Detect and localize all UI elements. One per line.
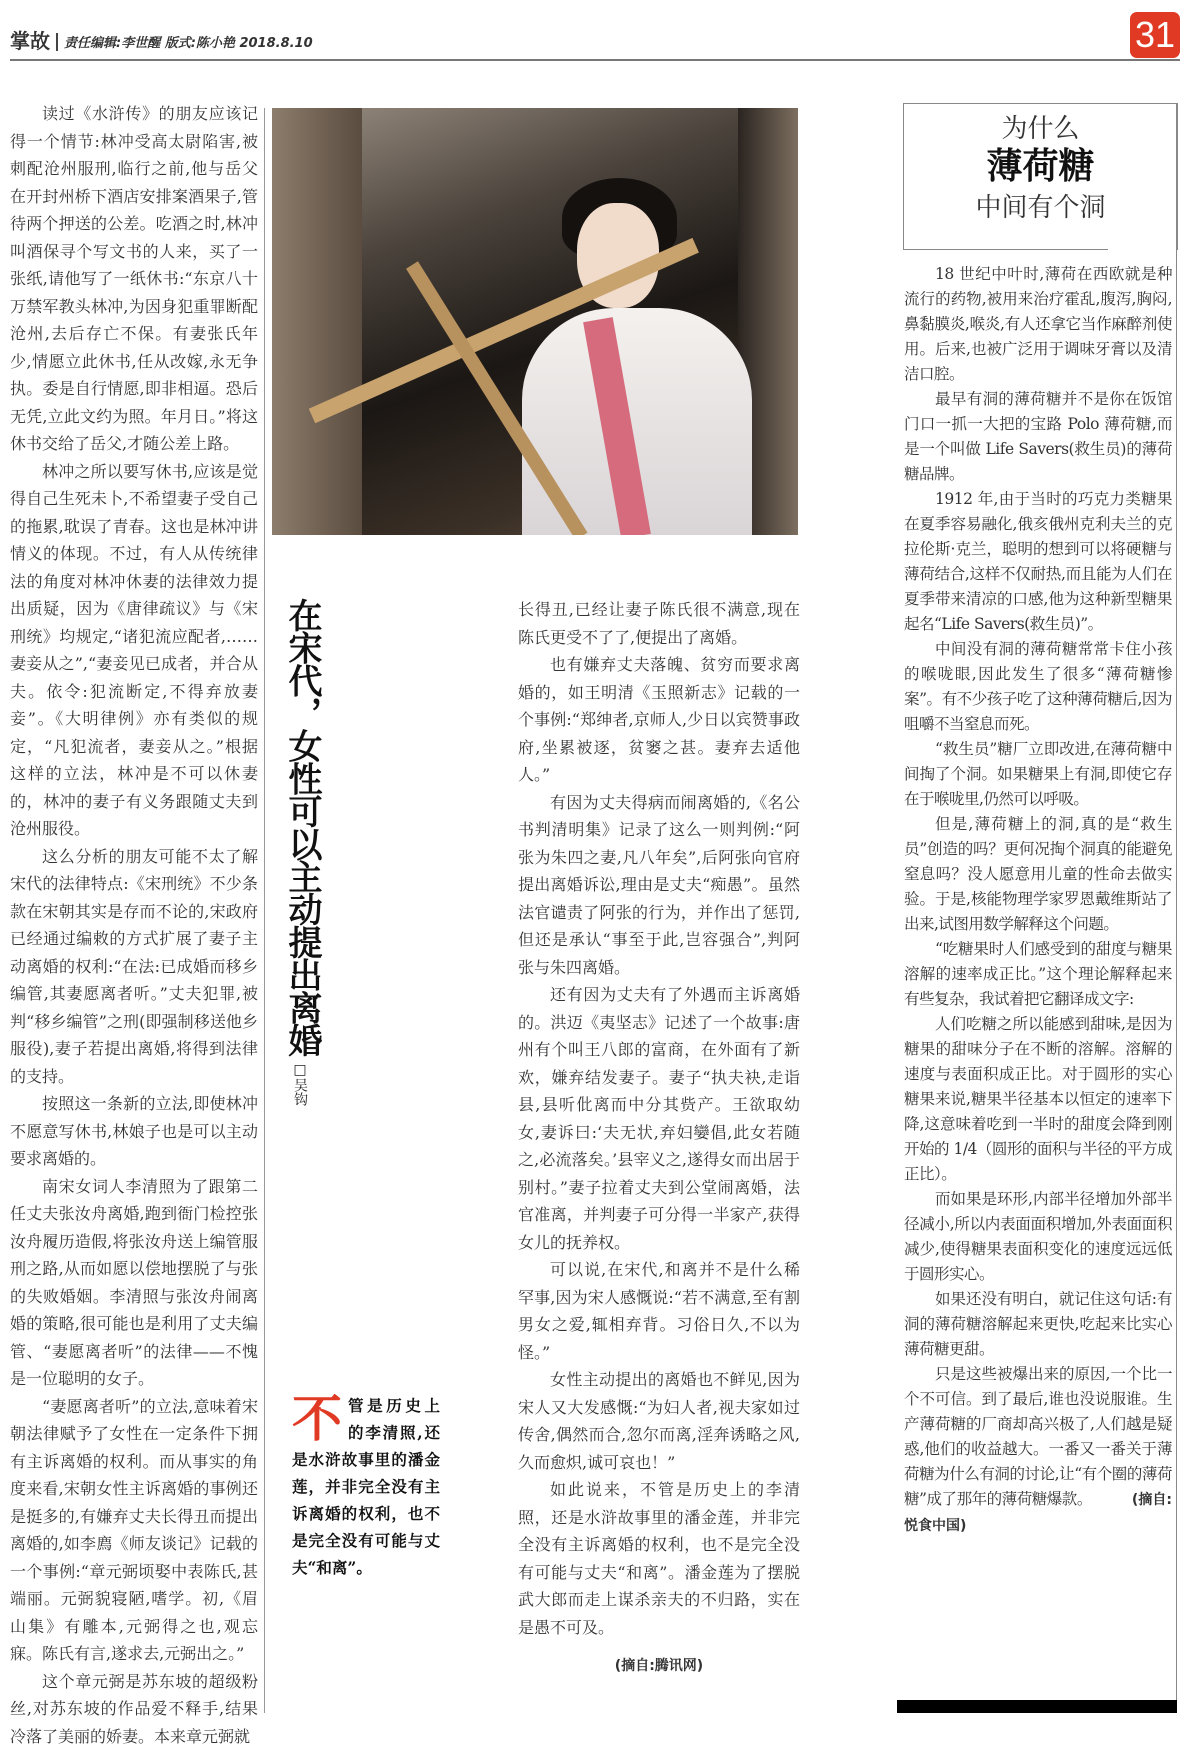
paragraph: “吃糖果时人们感受到的甜度与糖果溶解的速率成正比。”这个理论解释起来有些复杂，我试着把它翻译成文字: (904, 937, 1172, 1012)
paragraph: 读过《水浒传》的朋友应该记得一个情节:林冲受高太尉陷害,被刺配沧州服刑,临行之前,他与岳父在开封州桥下酒店安排案酒果子,管待两个押送的公差。吃酒之时,林冲叫酒保寻个写文书的人来，买了一张纸,请他写了一纸休书:“东京八十万禁军教头林冲,为因身犯重罪断配沧州,去后存亡不保。有妻张氏年少,情愿立此休书,任从改嫁,永无争执。委是自行情愿,即非相逼。恐后无凭,立此文约为照。年月日。”将这休书交给了岳父,才随公差上路。 (10, 100, 258, 458)
sidebar-title-line1: 为什么 (904, 114, 1177, 144)
paragraph: 中间没有洞的薄荷糖常常卡住小孩的喉咙眼,因此发生了很多“薄荷糖惨案”。有不少孩子吃了这种薄荷糖后,因为咀嚼不当窒息而死。 (904, 637, 1172, 737)
window-frame-left (272, 108, 362, 535)
article-author: □吴钩 (292, 1062, 308, 1106)
article-photo (272, 108, 798, 535)
paragraph: 可以说,在宋代,和离并不是什么稀罕事,因为宋人感慨说:“若不满意,至有割男女之爱,辄相弃背。习俗日久,不以为怪。” (518, 1256, 800, 1366)
header-rule (10, 59, 1180, 61)
paragraph: 有因为丈夫得病而闹离婚的,《名公书判清明集》记录了这么一则判例:“阿张为朱四之妻,凡八年矣”,后阿张向官府提出离婚诉讼,理由是丈夫“痴愚”。虽然法官谴责了阿张的行为，并作出了惩罚,但还是承认“事至于此,岂容强合”,判阿张与朱四离婚。 (518, 789, 800, 982)
article-middle-column (518, 596, 800, 1681)
paragraph: “救生员”糖厂立即改进,在薄荷糖中间掏了个洞。如果糖果上有洞,即使它存在于喉咙里,仍然可以呼吸。 (904, 737, 1172, 812)
sidebar-source: (摘自:悦食中国) (904, 1492, 1172, 1534)
article-source: (摘自:腾讯网) (518, 1653, 800, 1681)
paragraph: “妻愿离者听”的立法,意味着宋朝法律赋予了女性在一定条件下拥有主诉离婚的权利。而从事实的角度来看,宋朝女性主诉离婚的事例还是挺多的,有嫌弃丈夫长得丑而提出离婚的,如李廌《师友谈记》记载的一个事例:“章元弼顷娶中表陈氏,甚端丽。元弼貌寝陋,嗜学。初,《眉山集》有雕本,元弼得之也,观忘寐。陈氏有言,遂求去,元弼出之。” (10, 1393, 258, 1668)
paragraph: 最早有洞的薄荷糖并不是你在饭馆门口一抓一大把的宝路 Polo 薄荷糖,而是一个叫做 Life Savers(救生员)的薄荷糖品牌。 (904, 387, 1172, 487)
sidebar-bottom-bar (897, 1700, 1177, 1713)
paragraph: 按照这一条新的立法,即使林冲不愿意写休书,林娘子也是可以主动要求离婚的。 (10, 1090, 258, 1173)
paragraph: 但是,薄荷糖上的洞,真的是“救生员”创造的吗？更何况掏个洞真的能避免窒息吗？没人愿意用儿童的性命去做实验。于是,核能物理学家罗恩戴维斯站了出来,试图用数学解释这个问题。 (904, 812, 1172, 937)
paragraph: 这么分析的朋友可能不太了解宋代的法律特点:《宋刑统》不少条款在宋朝其实是存而不论的,宋政府已经通过编敕的方式扩展了妻子主动离婚的权利:“在法:已成婚而移乡编管,其妻愿离者听。”丈夫犯罪,被判“移乡编管”之刑(即强制移送他乡服役),妻子若提出离婚,将得到法律的支持。 (10, 843, 258, 1091)
column-divider (264, 108, 265, 1713)
paragraph: 女性主动提出的离婚也不鲜见,因为宋人又大发感慨:“为妇人者,视夫家如过传舍,偶然而合,忽尔而离,淫奔诱略之风,久而愈炽,诚可哀也！” (518, 1366, 800, 1476)
sidebar-box-rule (903, 249, 1108, 250)
paragraph: 也有嫌弃丈夫落魄、贫穷而要求离婚的，如王明清《玉照新志》记载的一个事例:“郑绅者,京师人,少日以宾赞事政府,坐累被逐，贫窭之甚。妻弃去适他人。” (518, 651, 800, 789)
sidebar-title-line2: 薄荷糖 (904, 144, 1177, 190)
paragraph: 这个章元弼是苏东坡的超级粉丝,对苏东坡的作品爱不释手,结果冷落了美丽的娇妻。本来章元弼就 (10, 1668, 258, 1750)
drop-cap: 不 (292, 1394, 342, 1444)
header-separator (56, 33, 58, 51)
article-left-column (10, 100, 258, 1750)
header-bar (10, 26, 313, 54)
paragraph: 如果还没有明白，就记住这句话:有洞的薄荷糖溶解起来更快,吃起来比实心薄荷糖更甜。 (904, 1287, 1172, 1362)
sidebar-column (904, 262, 1172, 1539)
paragraph: 而如果是环形,内部半径增加外部半径减小,所以内表面面积增加,外表面面积减少,使得糖果表面积变化的速度远远低于圆形实心。 (904, 1187, 1172, 1287)
pull-quote-text: 管是历史上的李清照,还是水浒故事里的潘金莲，并非完全没有主诉离婚的权利，也不是完全没有可能与丈夫“和离”。 (292, 1396, 440, 1577)
paragraph-text: 只是这些被爆出来的原因,一个比一个不可信。到了最后,谁也没说服谁。生产薄荷糖的厂商却高兴极了,人们越是疑惑,他们的收益越大。一番又一番关于薄荷糖为什么有洞的讨论,让“有个圈的薄荷糖”成了那年的薄荷糖爆款。 (904, 1365, 1172, 1508)
paragraph: 还有因为丈夫有了外遇而主诉离婚的。洪迈《夷坚志》记述了一个故事:唐州有个叫王八郎的富商，在外面有了新欢，嫌弃结发妻子。妻子“执夫袂,走诣县,县听仳离而中分其赀产。王欲取幼女,妻诉曰:‘夫无状,弃妇孌倡,此女若随之,必流落矣。’县宰义之,遂得女而出居于别村。”妻子拉着丈夫到公堂闹离婚，法官准离，并判妻子可分得一半家产,获得女儿的抚养权。 (518, 981, 800, 1256)
paragraph: 18 世纪中叶时,薄荷在西欧就是种流行的药物,被用来治疗霍乱,腹泻,胸闷,鼻黏膜炎,喉炎,有人还拿它当作麻醉剂使用。后来,也被广泛用于调味牙膏以及清洁口腔。 (904, 262, 1172, 387)
page-number-badge: 31 (1130, 12, 1180, 58)
paragraph (904, 1362, 1172, 1539)
paragraph: 林冲之所以要写休书,应该是觉得自己生死未卜,不希望妻子受自己的拖累,耽误了青春。这也是林冲讲情义的体现。不过，有人从传统律法的角度对林冲休妻的法律效力提出质疑，因为《唐律疏议》与《宋刑统》均规定,“诸犯流应配者,……妻妾从之”,“妻妾见已成者，并合从夫。依令:犯流断定,不得弃放妻妾”。《大明律例》亦有类似的规定，“凡犯流者，妻妾从之。”根据这样的立法，林冲是不可以休妻的，林冲的妻子有义务跟随丈夫到沧州服役。 (10, 458, 258, 843)
sidebar-border (1176, 103, 1177, 1713)
paragraph: 人们吃糖之所以能感到甜味,是因为糖果的甜味分子在不断的溶解。溶解的速度与表面积成正比。对于圆形的实心糖果来说,糖果半径基本以恒定的速率下降,这意味着吃到一半时的甜度会降到刚开始的 1/4（圆形的面积与半径的平方成正比）。 (904, 1012, 1172, 1187)
pull-quote (292, 1392, 440, 1581)
section-name: 掌故 (10, 25, 50, 54)
sidebar-title-box (903, 103, 1178, 250)
editor-meta: 责任编辑:李世醒 版式:陈小艳 2018.8.10 (64, 32, 313, 51)
sidebar-title-line3: 中间有个洞 (904, 190, 1177, 226)
paragraph: 1912 年,由于当时的巧克力类糖果在夏季容易融化,俄亥俄州克利夫兰的克拉伦斯·克兰，聪明的想到可以将硬糖与薄荷结合,这样不仅耐热,而且能为人们在夏季带来清凉的口感,他为这种新型糖果起名“Life Savers(救生员)”。 (904, 487, 1172, 637)
article-title: 在宋代，女性可以主动提出离婚 (284, 598, 320, 1056)
paragraph: 南宋女词人李清照为了跟第二任丈夫张汝舟离婚,跑到衙门检控张汝舟履历造假,将张汝舟送上编管服刑之路,从而如愿以偿地摆脱了与张的失败婚姻。李清照与张汝舟闹离婚的策略,很可能也是利用了丈夫编管、“妻愿离者听”的法律——不愧是一位聪明的女子。 (10, 1173, 258, 1393)
paragraph: 长得丑,已经让妻子陈氏很不满意,现在陈氏更受不了了,便提出了离婚。 (518, 596, 800, 651)
paragraph: 如此说来，不管是历史上的李清照，还是水浒故事里的潘金莲，并非完全没有主诉离婚的权利，也不是完全没有可能与丈夫“和离”。潘金莲为了摆脱武大郎而走上谋杀亲夫的不归路，实在是愚不可及。 (518, 1476, 800, 1641)
